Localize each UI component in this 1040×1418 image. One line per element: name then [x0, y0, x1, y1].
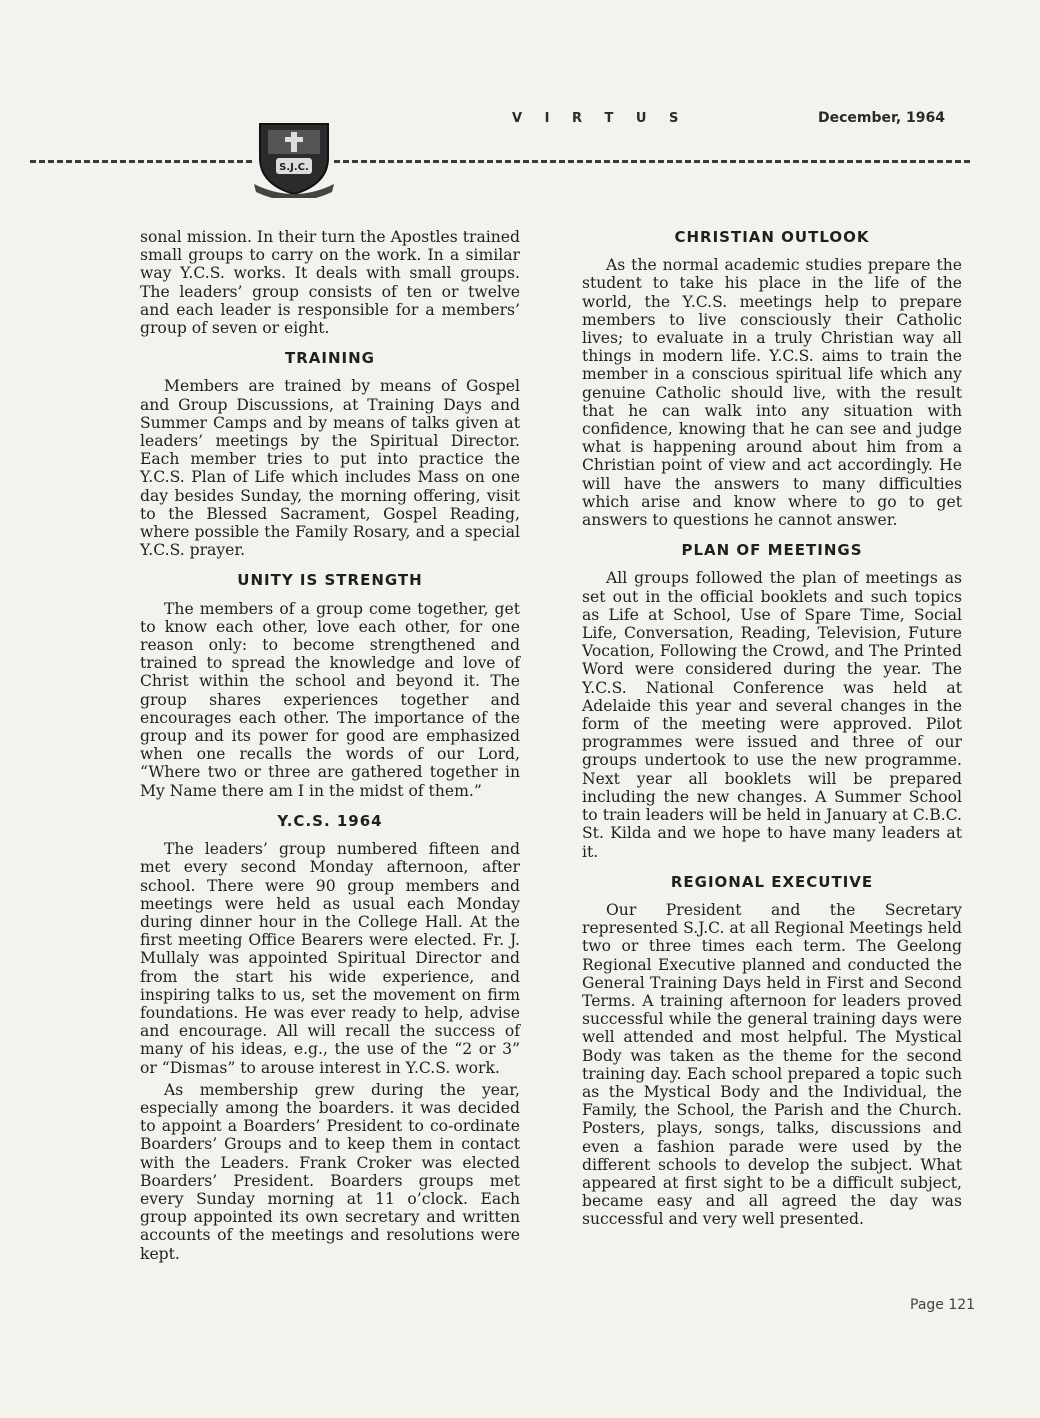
paragraph: The members of a group come together, get to know each other, love each other, for one reason only: to become strengthened and trained to spread the knowledge and love of Christ within the school and beyond it. The group shares experiences together and encourages each other. The importance of the group and its power for good are emphasized when one recalls the words of our Lord, “Where two or three are gathered together in My Name there am I in the midst of them.” [140, 599, 520, 800]
paragraph: Members are trained by means of Gospel and Group Discussions, at Training Days and Summer Camps and by means of talks given at leaders’ meetings by the Spiritual Director. Each member tries to put into practice the Y.C.S. Plan of Life which includes Mass on one day besides Sunday, the morning offering, visit to the Blessed Sacrament, Gospel Reading, where possible the Family Rosary, and a special Y.C.S. prayer. [140, 377, 520, 560]
publication-title: V I R T U S [512, 111, 688, 126]
left-column [140, 228, 520, 1267]
section-heading: CHRISTIAN OUTLOOK [674, 228, 870, 246]
section-heading: TRAINING [285, 349, 375, 368]
crest-text: S.J.C. [279, 162, 309, 173]
paragraph: As membership grew during the year, especially among the boarders. it was decided to appoint a Boarders’ President to co-ordinate Boarders’ Groups and to keep them in contact with the Leaders. Frank Croker was elected Boarders’ President. Boarders groups met every Sunday morning at 11 o’clock. Each group appointed its own secretary and written accounts of the meetings and resolutions were kept. [140, 1080, 520, 1263]
paragraph: Our President and the Secretary represented S.J.C. at all Regional Meetings held two or three times each term. The Geelong Regional Executive planned and conducted the General Training Days held in First and Second Terms. A training afternoon for leaders proved successful while the general training days were well attended and most helpful. The Mystical Body was taken as the theme for the second training day. Each school prepared a topic such as the Mystical Body and the Individual, the Family, the School, the Parish and the Church. Posters, plays, songs, talks, discussions and even a fashion parade were used by the different schools to develop the subject. What appeared at first sight to be a difficult subject, became easy and all agreed the day was successful and very well presented. [582, 900, 962, 1229]
paragraph: sonal mission. In their turn the Apostles trained small groups to carry on the work. In a similar way Y.C.S. works. It deals with small groups. The leaders’ group consists of ten or twelve and each leader is responsible for a members’ group of seven or eight. [140, 228, 520, 338]
header-rule-right [334, 160, 970, 163]
paragraph: The leaders’ group numbered fifteen and met every second Monday afternoon, after school. There were 90 group members and meetings were held as usual each Monday during dinner hour in the College Hall. At the first meeting Office Bearers were elected. Fr. J. Mullaly was appointed Spiritual Director and from the start his wide experience, and inspiring talks to us, set the movement on firm foundations. He was ever ready to help, advise and encourage. All will recall the success of many of his ideas, e.g., the use of the “2 or 3” or “Dismas” to arouse interest in Y.C.S. work. [140, 840, 520, 1077]
section-heading: UNITY IS STRENGTH [237, 571, 423, 590]
header-rule-left [30, 160, 252, 163]
right-column [582, 228, 962, 1233]
page-number: Page 121 [910, 1297, 976, 1313]
page-header [0, 0, 1040, 200]
paragraph: All groups followed the plan of meetings as set out in the official booklets and such topics as Life at School, Use of Spare Time, Social Life, Conversation, Reading, Television, Future Vocation, Following the Crowd, and The Printed Word were considered during the year. The Y.C.S. National Conference was held at Adelaide this year and several changes in the form of the meeting were approved. Pilot programmes were issued and three of our groups undertook to use the new programme. Next year all booklets will be prepared including the new changes. A Summer School to train leaders will be held in January at C.B.C. St. Kilda and we hope to have many leaders at it. [582, 569, 962, 861]
school-crest-icon [252, 118, 336, 198]
paragraph: As the normal academic studies prepare the student to take his place in the life of the world, the Y.C.S. meetings help to prepare members to live consciously their Catholic lives; to evaluate in a truly Christian way all things in modern life. Y.C.S. aims to train the member in a conscious spiritual life which any genuine Catholic should live, with the result that he can walk into any situation with confidence, knowing that he can see and judge what is happening around about him from a Christian point of view and act accordingly. He will have the answers to many difficulties which arise and know where to go to get answers to questions he cannot answer. [582, 256, 962, 530]
issue-date: December, 1964 [818, 110, 946, 126]
section-heading: Y.C.S. 1964 [277, 811, 383, 830]
section-heading: PLAN OF MEETINGS [681, 541, 863, 560]
section-heading: REGIONAL EXECUTIVE [670, 872, 874, 891]
